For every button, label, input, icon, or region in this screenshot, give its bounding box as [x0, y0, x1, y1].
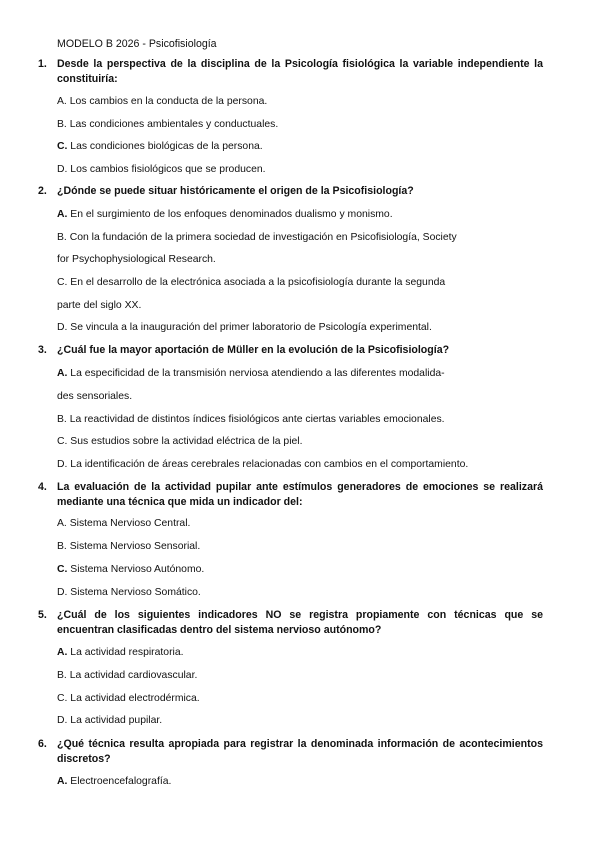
option-letter: A. — [57, 368, 68, 379]
question-4-option-c — [57, 563, 204, 576]
option-letter: D. — [57, 459, 68, 470]
question-5-number: 5. — [38, 609, 47, 621]
question-5-option-a — [57, 646, 184, 659]
document-header: MODELO B 2026 - Psicofisiología — [57, 38, 217, 50]
question-2-option-b-continued: for Psychophysiological Research. — [57, 254, 216, 265]
question-3-number: 3. — [38, 344, 47, 356]
option-text: Electroencefalografía. — [70, 776, 172, 787]
question-2-option-c — [57, 276, 445, 289]
option-text: Sus estudios sobre la actividad eléctrica de la piel. — [70, 436, 303, 447]
question-1-option-c — [57, 140, 263, 153]
option-letter: D. — [57, 587, 68, 598]
option-letter: A. — [57, 647, 68, 658]
option-text: La reactividad de distintos índices fisiológicos ante ciertas variables emocionales. — [69, 414, 445, 425]
option-text: La actividad respiratoria. — [70, 647, 184, 658]
option-letter: D. — [57, 322, 68, 333]
question-5-text: ¿Cuál de los siguientes indicadores NO se registra propiamente con técnicas que se encuentran clasificadas dentro del sistema nervioso autónomo? — [57, 609, 543, 636]
question-4-text: La evaluación de la actividad pupilar ante estímulos generadores de emociones se realizará mediante una técnica que mida un indicador del: — [57, 481, 543, 508]
option-text: Sistema Nervioso Somático. — [70, 587, 201, 598]
option-letter: A. — [57, 96, 67, 107]
option-letter: C. — [57, 436, 68, 447]
question-5-option-d — [57, 714, 162, 727]
question-6-option-a — [57, 775, 171, 788]
option-letter: A. — [57, 518, 67, 529]
question-6-number: 6. — [38, 738, 47, 750]
question-2-text: ¿Dónde se puede situar históricamente el origen de la Psicofisiología? — [57, 185, 414, 197]
option-text: Las condiciones ambientales y conductuales. — [69, 119, 279, 130]
question-2-number: 2. — [38, 185, 47, 197]
option-letter: B. — [57, 119, 67, 130]
option-text: Sistema Nervioso Central. — [69, 518, 191, 529]
option-letter: D. — [57, 715, 68, 726]
option-letter: B. — [57, 414, 67, 425]
question-2-option-d — [57, 321, 432, 334]
option-letter: C. — [57, 564, 68, 575]
question-1-number: 1. — [38, 58, 47, 70]
question-6-text: ¿Qué técnica resulta apropiada para registrar la denominada información de acontecimientos discretos? — [57, 738, 543, 765]
option-letter: D. — [57, 164, 68, 175]
question-3-text: ¿Cuál fue la mayor aportación de Müller en la evolución de la Psicofisiología? — [57, 344, 450, 356]
option-text: La actividad cardiovascular. — [69, 670, 198, 681]
option-letter: A. — [57, 209, 68, 220]
question-1-text: Desde la perspectiva de la disciplina de la Psicología fisiológica la variable independiente la constituiría: — [57, 58, 543, 85]
option-letter: C. — [57, 141, 68, 152]
option-text: En el desarrollo de la electrónica asociada a la psicofisiología durante la segunda — [70, 277, 446, 288]
option-text: La actividad pupilar. — [70, 715, 163, 726]
option-text: Las condiciones biológicas de la persona. — [70, 141, 263, 152]
option-text: Sistema Nervioso Sensorial. — [69, 541, 201, 552]
option-text: La especificidad de la transmisión nerviosa atendiendo a las diferentes modalida- — [70, 368, 445, 379]
option-letter: B. — [57, 670, 67, 681]
question-5-option-b — [57, 669, 197, 682]
question-3-option-d — [57, 458, 468, 471]
option-letter: C. — [57, 277, 68, 288]
option-text: Los cambios en la conducta de la persona. — [69, 96, 268, 107]
question-4-number: 4. — [38, 481, 47, 493]
option-letter: B. — [57, 541, 67, 552]
option-text: Se vincula a la inauguración del primer laboratorio de Psicología experimental. — [70, 322, 432, 333]
option-text: Sistema Nervioso Autónomo. — [70, 564, 205, 575]
question-3-option-a — [57, 367, 445, 380]
option-text: La actividad electrodérmica. — [70, 693, 200, 704]
question-1-option-d — [57, 163, 266, 176]
question-2-option-c-continued: parte del siglo XX. — [57, 300, 142, 311]
question-3-option-a-continued: des sensoriales. — [57, 391, 133, 402]
question-5-option-c — [57, 692, 200, 705]
question-2-option-b — [57, 231, 457, 244]
option-letter: A. — [57, 776, 68, 787]
option-text: Con la fundación de la primera sociedad de investigación en Psicofisiología, Society — [69, 232, 457, 243]
question-4-option-a — [57, 517, 190, 530]
option-text: Los cambios fisiológicos que se producen. — [70, 164, 266, 175]
option-letter: B. — [57, 232, 67, 243]
question-3-option-c — [57, 435, 302, 448]
question-2-option-a — [57, 208, 393, 221]
question-1-option-b — [57, 118, 278, 131]
question-1-option-a — [57, 95, 267, 108]
option-letter: C. — [57, 693, 68, 704]
question-4-option-b — [57, 540, 200, 553]
question-3-option-b — [57, 413, 445, 426]
option-text: En el surgimiento de los enfoques denominados dualismo y monismo. — [70, 209, 393, 220]
question-4-option-d — [57, 586, 201, 599]
option-text: La identificación de áreas cerebrales relacionadas con cambios en el comportamiento. — [70, 459, 469, 470]
